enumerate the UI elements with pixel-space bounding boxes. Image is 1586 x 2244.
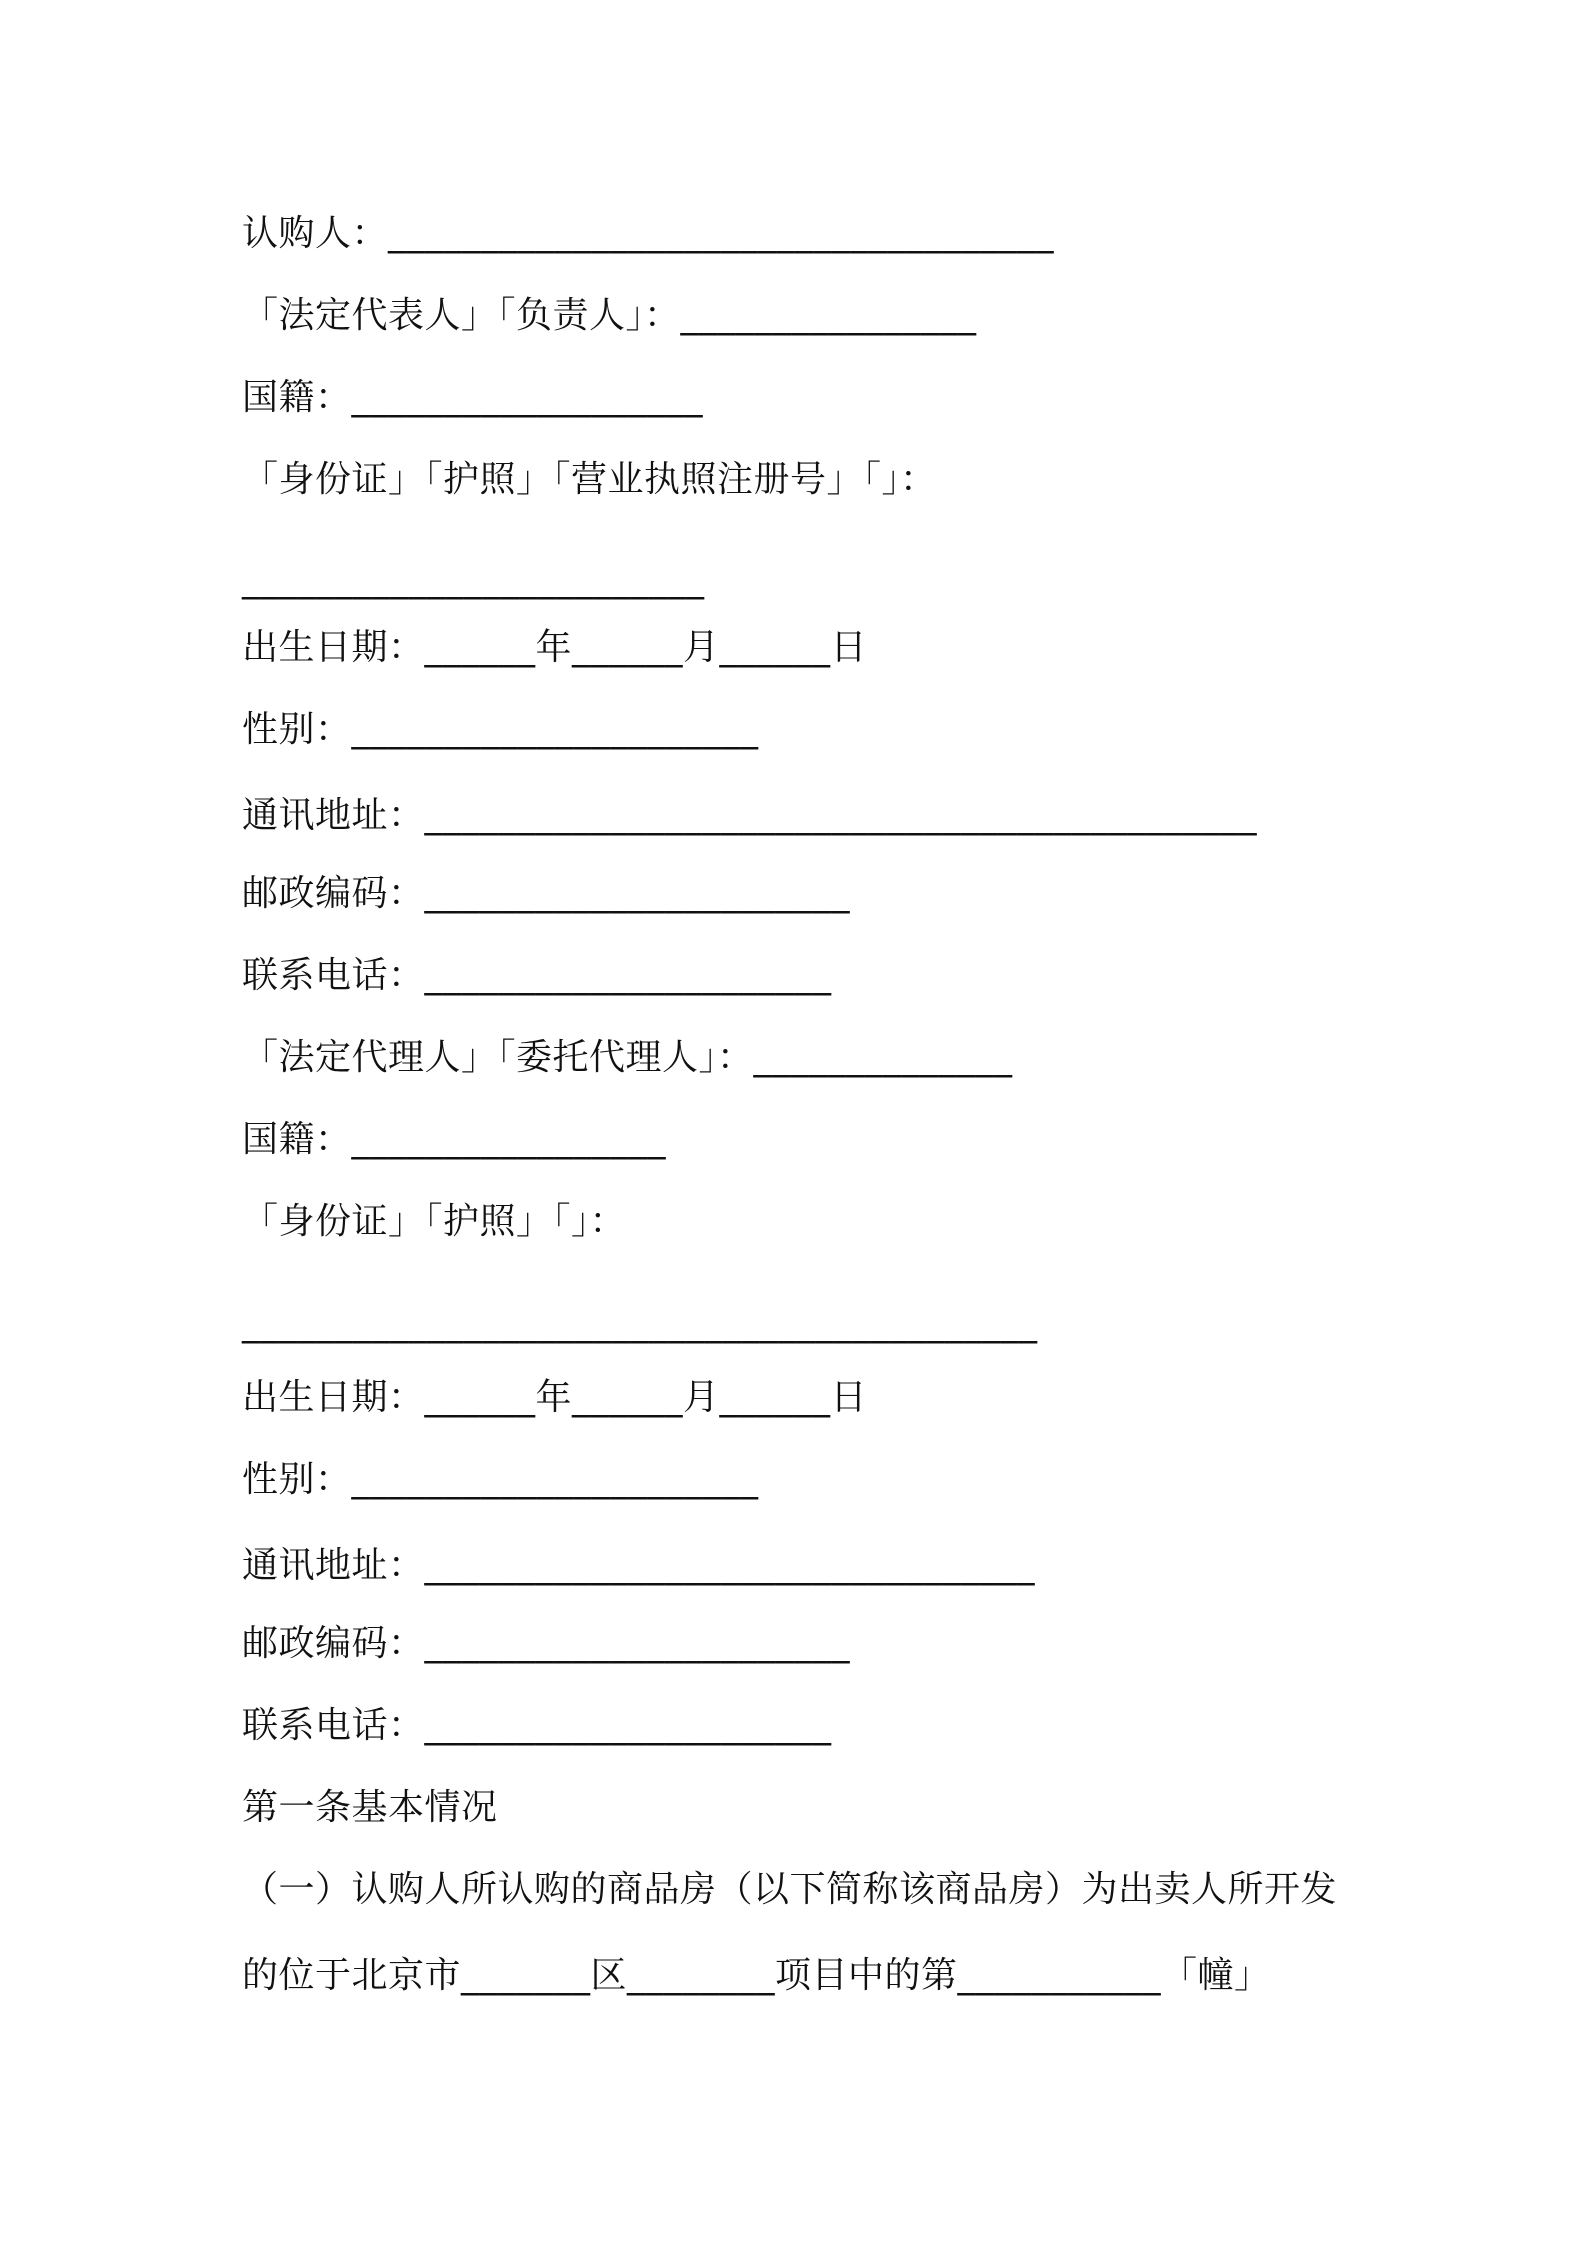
birth-date-field: 出生日期：______年______月______日 [242, 627, 868, 668]
agent-field: 「法定代理人」「委托代理人」：______________ [242, 1037, 1013, 1078]
agent-birth-date-field: 出生日期：______年______月______日 [242, 1377, 868, 1418]
postal-code-field: 邮政编码：_______________________ [242, 873, 851, 914]
gender-field: 性别：______________________ [242, 709, 759, 750]
address-field: 通讯地址：_____________________________________________ [242, 795, 1258, 836]
article-one-paragraph-line1: （一）认购人所认购的商品房（以下简称该商品房）为出卖人所开发 [242, 1869, 1338, 1910]
id-number-blank: _________________________ [242, 559, 705, 600]
agent-gender-field: 性别：______________________ [242, 1459, 759, 1500]
nationality-field: 国籍：___________________ [242, 377, 704, 418]
legal-representative-field: 「法定代表人」「负责人」：________________ [242, 295, 977, 336]
id-type-label: 「身份证」「护照」「营业执照注册号」「」： [242, 459, 937, 500]
agent-postal-code-field: 邮政编码：_______________________ [242, 1623, 851, 1664]
article-one-heading: 第一条基本情况 [242, 1787, 498, 1828]
article-one-paragraph-line2: 的位于北京市_______区________项目中的第___________「幢」 [242, 1955, 1271, 1996]
agent-address-field: 通讯地址：_________________________________ [242, 1545, 1036, 1586]
subscriber-field: 认购人：____________________________________ [242, 213, 1055, 254]
phone-field: 联系电话：______________________ [242, 955, 832, 996]
agent-id-type-label: 「身份证」「护照」「」： [242, 1201, 627, 1242]
agent-nationality-field: 国籍：_________________ [242, 1119, 667, 1160]
agent-id-number-blank: ___________________________________________ [242, 1303, 1038, 1344]
agent-phone-field: 联系电话：______________________ [242, 1705, 832, 1746]
